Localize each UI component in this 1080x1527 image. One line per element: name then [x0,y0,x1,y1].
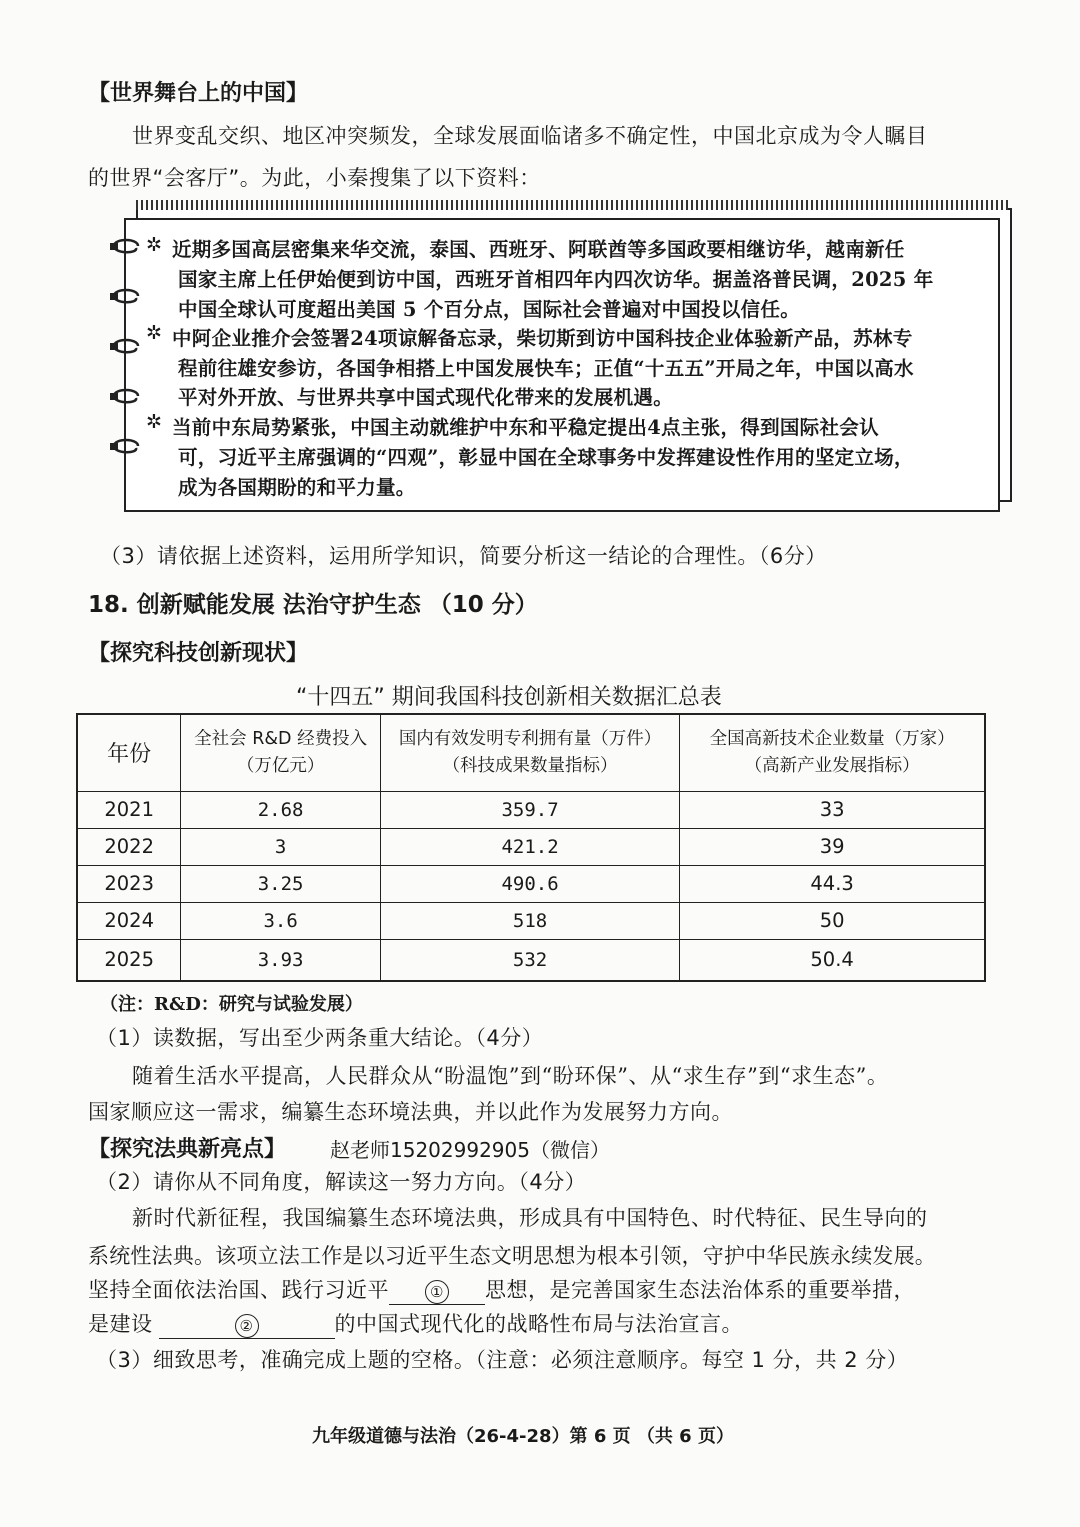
blank-1-marker: ① [425,1280,449,1304]
cell-year: 2024 [77,902,181,939]
cell-year: 2023 [77,865,181,902]
cell-patent: 421.2 [380,828,679,865]
paragraph-1-line-1: 随着生活水平提高，人民群众从“盼温饱”到“盼环保”、从“求生存”到“求生态”。 [132,1064,889,1088]
intro-line-2: 的世界“会客厅”。为此，小秦搜集了以下资料： [88,166,541,190]
binder-ring-icon [108,336,142,356]
binder-ring-icon [108,286,142,306]
header-patent-line1: 国内有效发明专利拥有量（万件） [398,728,662,749]
fill-blank-1[interactable] [389,1278,485,1305]
cell-patent: 518 [380,902,679,939]
binder-ring-icon [108,236,142,256]
paragraph-2-line-3 [88,1274,915,1305]
cell-rd: 3.6 [181,902,381,939]
page-footer: 九年级道德与法治（26-4-28）第 6 页 （共 6 页） [312,1426,734,1447]
cell-hitech: 33 [680,791,985,828]
line-3-end: 思想，是完善国家生态法治体系的重要举措， [485,1278,915,1302]
intro-line-1: 世界变乱交织、地区冲突频发，全球发展面临诸多不确定性，中国北京成为令人瞩目 [132,124,928,148]
table-header-row [77,714,985,791]
tech-data-table [76,713,986,982]
section-heading-explore-code: 【探究法典新亮点】 [88,1137,287,1162]
material-line: 中阿企业推介会签署24项谅解备忘录，柴切斯到访中国科技企业体验新产品，苏林专 [172,327,913,350]
material-line: 中国全球认可度超出美国 5 个百分点，国际社会普遍对中国投以信任。 [178,298,801,321]
table-caption: “十四五” 期间我国科技创新相关数据汇总表 [296,685,722,710]
cell-patent: 532 [380,939,679,981]
asterisk-icon: ✲ [146,322,162,344]
material-line: 平对外开放、与世界共享中国式现代化带来的发展机遇。 [178,386,674,409]
asterisk-icon: ✲ [146,411,162,433]
header-patent [380,714,679,791]
header-rd [181,714,381,791]
question-3-fill: （3）细致思考，准确完成上题的空格。（注意：必须注意顺序。每空 1 分，共 2 分） [96,1348,909,1372]
cell-hitech: 50.4 [680,939,985,981]
header-rd-line1: 全社会 R&D 经费投入 [194,728,368,749]
paragraph-2-line-4 [88,1308,743,1339]
cell-year: 2025 [77,939,181,981]
table-row [77,828,985,865]
cell-hitech: 50 [680,902,985,939]
cell-patent: 490.6 [380,865,679,902]
header-rd-line2: （万亿元） [236,755,325,776]
material-line: 程前往雄安参访，各国争相搭上中国发展快车；正值“十五五”开局之年，中国以高水 [178,357,914,380]
contact-text: 赵老师15202992905（微信） [330,1138,610,1162]
fill-blank-2[interactable] [159,1312,335,1339]
table-row [77,791,985,828]
header-hitech-line1: 全国高新技术企业数量（万家） [709,728,955,749]
section-heading-explore-tech: 【探究科技创新现状】 [88,641,309,666]
header-patent-line2: （科技成果数量指标） [442,755,618,776]
cell-rd: 3.25 [181,865,381,902]
table-note: （注：R&D：研究与试验发展） [100,994,363,1015]
question-3-world: （3）请依据上述资料，运用所学知识，简要分析这一结论的合理性。（6分） [100,544,827,568]
question-18-title: 18. 创新赋能发展 法治守护生态 （10 分） [88,592,538,618]
cell-year: 2021 [77,791,181,828]
table-row [77,939,985,981]
asterisk-icon: ✲ [146,234,162,256]
cell-rd: 2.68 [181,791,381,828]
question-2: （2）请你从不同角度，解读这一努力方向。（4分） [96,1170,587,1194]
material-line: 近期多国高层密集来华交流，泰国、西班牙、阿联酋等多国政要相继访华，越南新任 [172,238,905,261]
line-4-end: 的中国式现代化的战略性布局与法治宣言。 [334,1312,743,1336]
material-line: 当前中东局势紧张，中国主动就维护中东和平稳定提出4点主张，得到国际社会认 [172,416,879,439]
paragraph-1-line-2: 国家顺应这一需求，编纂生态环境法典，并以此作为发展努力方向。 [88,1100,733,1124]
table-row [77,902,985,939]
cell-rd: 3 [181,828,381,865]
material-line: 成为各国期盼的和平力量。 [178,476,416,499]
notebook-stripe [136,200,1008,210]
line-3-start: 坚持全面依法治国、践行习近平 [88,1278,389,1302]
cell-hitech: 39 [680,828,985,865]
section-heading-world-stage: 【世界舞台上的中国】 [88,81,309,106]
header-hitech-line2: （高新产业发展指标） [744,755,920,776]
cell-rd: 3.93 [181,939,381,981]
question-1: （1）读数据，写出至少两条重大结论。（4分） [96,1026,544,1050]
binder-ring-icon [108,386,142,406]
paragraph-2-line-2: 系统性法典。该项立法工作是以习近平生态文明思想为根本引领，守护中华民族永续发展。 [88,1244,936,1268]
material-line: 可，习近平主席强调的“四观”，彰显中国在全球事务中发挥建设性作用的坚定立场， [178,446,914,469]
header-year: 年份 [77,714,181,791]
cell-hitech: 44.3 [680,865,985,902]
table-row [77,865,985,902]
blank-2-marker: ② [235,1314,259,1338]
paragraph-2-line-1: 新时代新征程，我国编纂生态环境法典，形成具有中国特色、时代特征、民生导向的 [132,1206,928,1230]
cell-patent: 359.7 [380,791,679,828]
line-4-start: 是建设 [88,1312,153,1336]
header-hitech [680,714,985,791]
binder-ring-icon [108,436,142,456]
material-line: 国家主席上任伊始便到访中国，西班牙首相四年内四次访华。据盖洛普民调，2025 年 [178,268,934,291]
cell-year: 2022 [77,828,181,865]
